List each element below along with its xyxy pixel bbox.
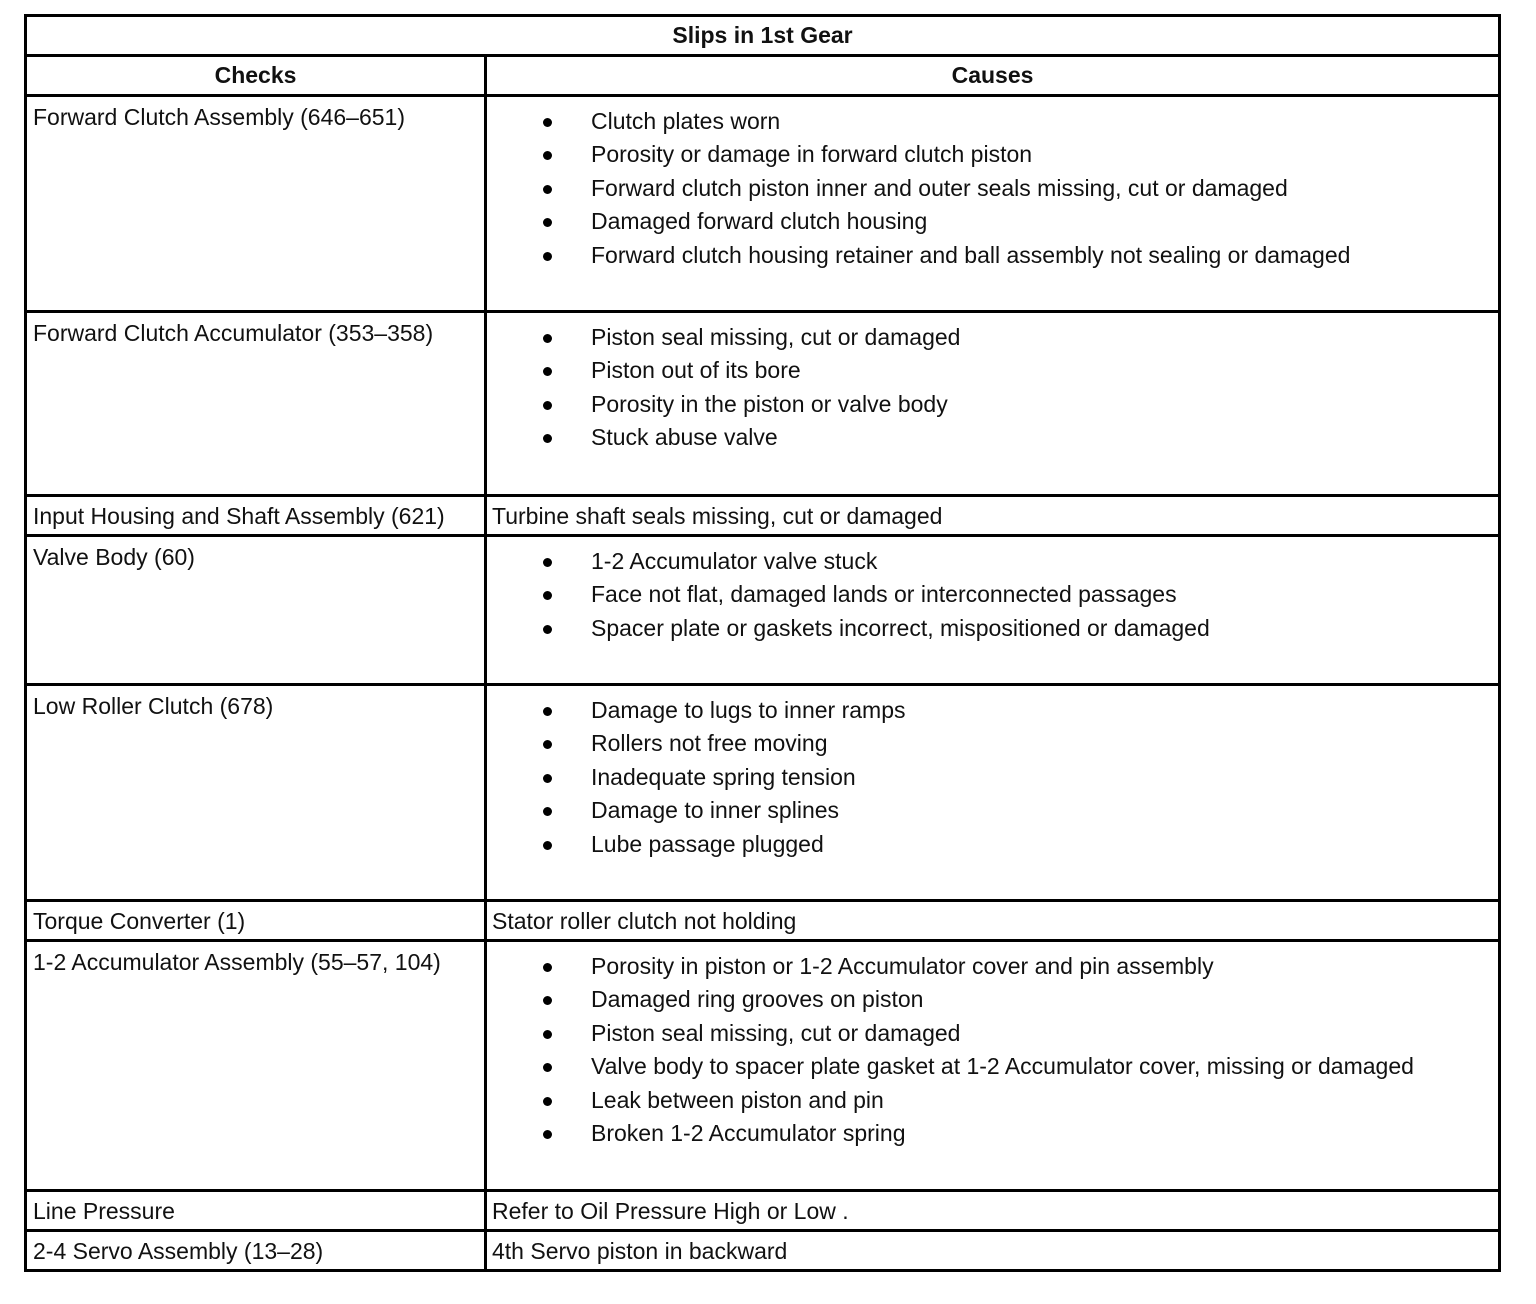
cause-list xyxy=(487,942,1498,1150)
check-label: Input Housing and Shaft Assembly (621) xyxy=(33,502,445,529)
check-label: 2-4 Servo Assembly (13–28) xyxy=(33,1237,324,1264)
check-label: Torque Converter (1) xyxy=(33,907,246,934)
cause-list xyxy=(487,97,1498,272)
table-row xyxy=(26,1231,1500,1271)
cause-item: Piston seal missing, cut or damaged xyxy=(487,1017,1498,1050)
cause-item: Broken 1-2 Accumulator spring xyxy=(487,1117,1498,1150)
cause-text: Turbine shaft seals missing, cut or damaged xyxy=(492,502,943,529)
cause-text: 4th Servo piston in backward xyxy=(492,1237,788,1264)
cause-item: Porosity in piston or 1-2 Accumulator cover and pin assembly xyxy=(487,950,1498,983)
cause-item: Piston out of its bore xyxy=(487,354,1498,387)
cause-item: Clutch plates worn xyxy=(487,105,1498,138)
diagnosis-table xyxy=(24,14,1501,1272)
cause-item: Porosity in the piston or valve body xyxy=(487,388,1498,421)
cause-item: Piston seal missing, cut or damaged xyxy=(487,321,1498,354)
cause-list xyxy=(487,686,1498,861)
check-label: 1-2 Accumulator Assembly (55–57, 104) xyxy=(33,949,441,975)
header-causes: Causes xyxy=(486,56,1500,96)
table-row xyxy=(26,496,1500,536)
table-row xyxy=(26,1191,1500,1231)
check-label: Valve Body (60) xyxy=(33,544,195,570)
cause-item: Damaged forward clutch housing xyxy=(487,205,1498,238)
cause-item: Forward clutch piston inner and outer seals missing, cut or damaged xyxy=(487,172,1498,205)
check-label: Forward Clutch Assembly (646–651) xyxy=(33,104,405,130)
check-label: Low Roller Clutch (678) xyxy=(33,693,274,719)
cause-text: Refer to Oil Pressure High or Low . xyxy=(492,1197,849,1224)
table-row xyxy=(26,536,1500,685)
table-row xyxy=(26,941,1500,1191)
cause-item: Damaged ring grooves on piston xyxy=(487,983,1498,1016)
cause-item: Spacer plate or gaskets incorrect, mispositioned or damaged xyxy=(487,612,1498,645)
cause-item: Stuck abuse valve xyxy=(487,421,1498,454)
cause-list xyxy=(487,537,1498,645)
table-row xyxy=(26,685,1500,901)
cause-text: Stator roller clutch not holding xyxy=(492,907,797,934)
header-checks: Checks xyxy=(26,56,486,96)
cause-item: Lube passage plugged xyxy=(487,828,1498,861)
cause-item: Porosity or damage in forward clutch piston xyxy=(487,138,1498,171)
cause-item: Inadequate spring tension xyxy=(487,761,1498,794)
cause-list xyxy=(487,313,1498,455)
table-row xyxy=(26,901,1500,941)
cause-item: Forward clutch housing retainer and ball assembly not sealing or damaged xyxy=(487,239,1498,272)
table-title: Slips in 1st Gear xyxy=(26,16,1500,56)
cause-item: Leak between piston and pin xyxy=(487,1084,1498,1117)
cause-item: Face not flat, damaged lands or interconnected passages xyxy=(487,578,1498,611)
table-row xyxy=(26,96,1500,312)
cause-item: Damage to lugs to inner ramps xyxy=(487,694,1498,727)
check-label: Line Pressure xyxy=(33,1197,175,1224)
check-label: Forward Clutch Accumulator (353–358) xyxy=(33,320,434,346)
cause-item: 1-2 Accumulator valve stuck xyxy=(487,545,1498,578)
table-row xyxy=(26,312,1500,496)
cause-item: Valve body to spacer plate gasket at 1-2 Accumulator cover, missing or damaged xyxy=(487,1050,1498,1083)
cause-item: Damage to inner splines xyxy=(487,794,1498,827)
cause-item: Rollers not free moving xyxy=(487,727,1498,760)
